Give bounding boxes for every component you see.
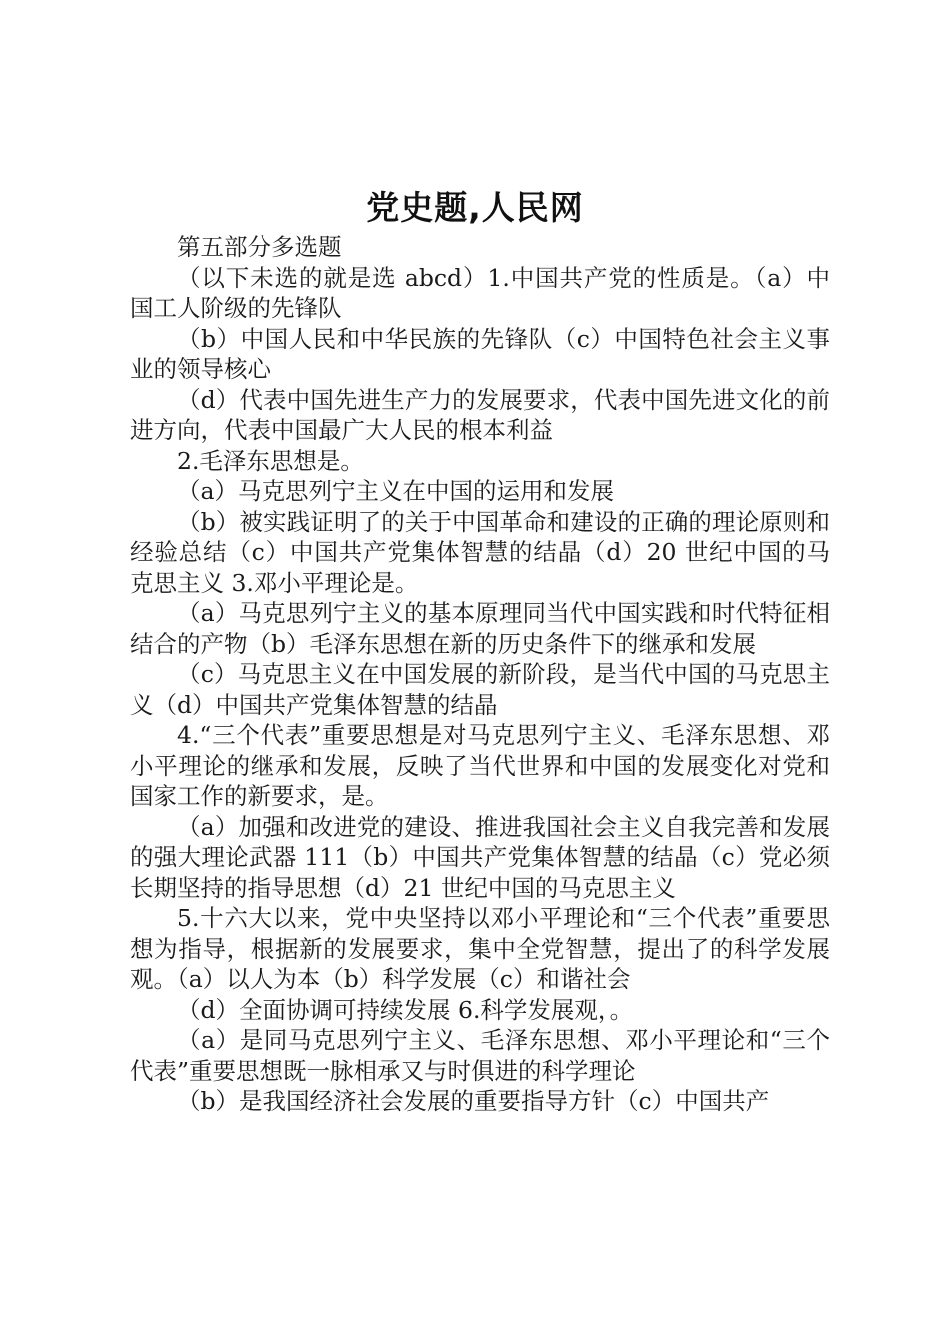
paragraph: 5.十六大以来，党中央坚持以邓小平理论和“三个代表”重要思想为指导，根据新的发展要求，集中全党智慧，提出了的科学发展观。（a）以人为本（b）科学发展（c）和谐社会	[130, 904, 830, 993]
paragraph: （b）中国人民和中华民族的先锋队（c）中国特色社会主义事业的领导核心	[130, 324, 830, 383]
paragraph: （a）加强和改进党的建设、推进我国社会主义自我完善和发展的强大理论武器 111（b）中国共产党集体智慧的结晶（c）党必须长期坚持的指导思想（d）21 世纪中国的马克思主义	[130, 812, 830, 902]
paragraph: （b）是我国经济社会发展的重要指导方针（c）中国共产	[177, 1087, 770, 1115]
paragraph: 2.毛泽东思想是。	[177, 446, 364, 475]
paragraph: （以下未选的就是选 abcd）1.中国共产党的性质是。（a）中国工人阶级的先锋队	[130, 263, 830, 322]
document-title: 党史题,人民网	[366, 188, 584, 227]
paragraph: （d）代表中国先进生产力的发展要求，代表中国先进文化的前进方向，代表中国最广大人民的根本利益	[130, 385, 830, 444]
paragraph: （d）全面协调可持续发展 6.科学发展观，。	[177, 995, 634, 1024]
paragraph: （c）马克思主义在中国发展的新阶段，是当代中国的马克思主义（d）中国共产党集体智慧的结晶	[130, 660, 830, 719]
paragraph: （b）被实践证明了的关于中国革命和建设的正确的理论原则和经验总结（c）中国共产党集体智慧的结晶（d）20 世纪中国的马克思主义 3.邓小平理论是。	[130, 507, 830, 597]
paragraph: （a）是同马克思列宁主义、毛泽东思想、邓小平理论和“三个代表”重要思想既一脉相承又与时俱进的科学理论	[130, 1026, 830, 1085]
paragraph: （a）马克思列宁主义的基本原理同当代中国实践和时代特征相结合的产物（b）毛泽东思想在新的历史条件下的继承和发展	[130, 599, 830, 658]
paragraph: 4.“三个代表”重要思想是对马克思列宁主义、毛泽东思想、邓小平理论的继承和发展，反映了当代世界和中国的发展变化对党和国家工作的新要求，是。	[130, 721, 830, 810]
document-body	[130, 232, 830, 1117]
paragraph: （a）马克思列宁主义在中国的运用和发展	[177, 477, 615, 505]
section-heading: 第五部分多选题	[177, 233, 342, 261]
